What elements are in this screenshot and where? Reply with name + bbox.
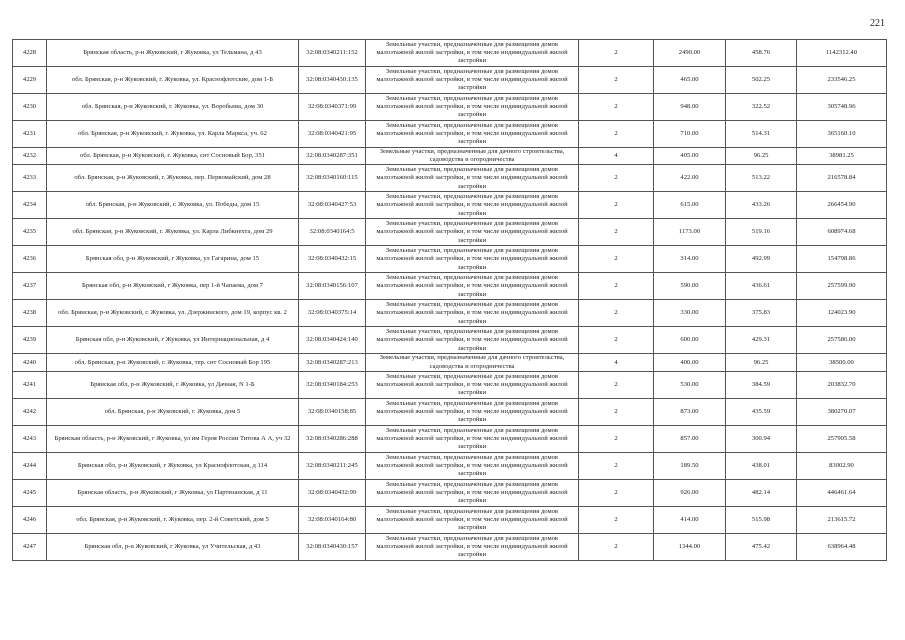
land-use-cell: Земельные участки, предназначенные для размещения домов малоэтажной жилой застройки, в том числе индивидуальной жилой застройки	[366, 94, 579, 121]
cadastral-number-cell: 32:08:0340430:135	[299, 67, 366, 94]
land-use-cell: Земельные участки, предназначенные для размещения домов малоэтажной жилой застройки, в том числе индивидуальной жилой застройки	[366, 246, 579, 273]
cadastral-number-cell: 32:08:0340427:53	[299, 192, 366, 219]
area-cell: 600.00	[654, 327, 726, 354]
cadastral-value-cell: 305748.96	[797, 94, 887, 121]
specific-value-cell: 96.25	[726, 354, 797, 371]
specific-value-cell: 502.25	[726, 67, 797, 94]
address-cell: Брянская обл, р-н Жуковский, г Жуковка, пер 1-й Чапаева, дом 7	[47, 273, 299, 300]
land-use-cell: Земельные участки, предназначенные для дачного строительства, садоводства и огородничества	[366, 148, 579, 165]
area-cell: 1173.00	[654, 219, 726, 246]
specific-value-cell: 429.31	[726, 327, 797, 354]
land-use-cell: Земельные участки, предназначенные для размещения домов малоэтажной жилой застройки, в том числе индивидуальной жилой застройки	[366, 300, 579, 327]
specific-value-cell: 519.16	[726, 219, 797, 246]
table-row	[13, 479, 887, 506]
cadastral-value-cell: 257599.90	[797, 273, 887, 300]
row-number: 4244	[13, 452, 47, 479]
area-cell: 189.50	[654, 452, 726, 479]
area-cell: 530.00	[654, 371, 726, 398]
table-row	[13, 121, 887, 148]
land-use-cell: Земельные участки, предназначенные для дачного строительства, садоводства и огородничества	[366, 354, 579, 371]
address-cell: Брянская обл, р-н Жуковский, г Жуковка, ул Дачная, N 1-Б	[47, 371, 299, 398]
cadastral-value-cell: 365160.10	[797, 121, 887, 148]
cadastral-value-cell: 124023.90	[797, 300, 887, 327]
group-cell: 2	[579, 192, 654, 219]
cadastral-value-cell: 83002.90	[797, 452, 887, 479]
cadastral-number-cell: 32:08:0340371:99	[299, 94, 366, 121]
address-cell: Брянская область, р-н Жуковский, г Жуковка, ул Партизанская, д 11	[47, 479, 299, 506]
cadastral-number-cell: 32:08:0340164:5	[299, 219, 366, 246]
row-number: 4229	[13, 67, 47, 94]
cadastral-value-cell: 38500.00	[797, 354, 887, 371]
area-cell: 422.00	[654, 165, 726, 192]
specific-value-cell: 384.59	[726, 371, 797, 398]
area-cell: 948.00	[654, 94, 726, 121]
land-use-cell: Земельные участки, предназначенные для размещения домов малоэтажной жилой застройки, в том числе индивидуальной жилой застройки	[366, 121, 579, 148]
cadastral-number-cell: 32:08:0340430:157	[299, 533, 366, 560]
area-cell: 414.00	[654, 506, 726, 533]
land-use-cell: Земельные участки, предназначенные для размещения домов малоэтажной жилой застройки, в том числе индивидуальной жилой застройки	[366, 398, 579, 425]
land-use-cell: Земельные участки, предназначенные для размещения домов малоэтажной жилой застройки, в том числе индивидуальной жилой застройки	[366, 67, 579, 94]
cadastral-value-cell: 608974.68	[797, 219, 887, 246]
cadastral-number-cell: 32:08:0340158:85	[299, 398, 366, 425]
group-cell: 2	[579, 67, 654, 94]
cadastral-value-cell: 233546.25	[797, 67, 887, 94]
specific-value-cell: 435.59	[726, 398, 797, 425]
row-number: 4236	[13, 246, 47, 273]
cadastral-number-cell: 32:08:0340156:107	[299, 273, 366, 300]
table-row	[13, 273, 887, 300]
specific-value-cell: 300.94	[726, 425, 797, 452]
page-number: 221	[870, 18, 885, 29]
row-number: 4245	[13, 479, 47, 506]
specific-value-cell: 492.99	[726, 246, 797, 273]
area-cell: 1344.00	[654, 533, 726, 560]
specific-value-cell: 438.01	[726, 452, 797, 479]
area-cell: 615.00	[654, 192, 726, 219]
area-cell: 710.00	[654, 121, 726, 148]
address-cell: Брянская обл, р-н Жуковский, г Жуковка, ул Учительская, д 43	[47, 533, 299, 560]
table-row	[13, 371, 887, 398]
land-use-cell: Земельные участки, предназначенные для размещения домов малоэтажной жилой застройки, в том числе индивидуальной жилой застройки	[366, 533, 579, 560]
land-use-cell: Земельные участки, предназначенные для размещения домов малоэтажной жилой застройки, в том числе индивидуальной жилой застройки	[366, 327, 579, 354]
row-number: 4238	[13, 300, 47, 327]
group-cell: 2	[579, 425, 654, 452]
group-cell: 4	[579, 148, 654, 165]
address-cell: обл. Брянская, р-н Жуковский, г. Жуковка, ул. Карла Либкнехта, дом 29	[47, 219, 299, 246]
specific-value-cell: 375.83	[726, 300, 797, 327]
table-row	[13, 192, 887, 219]
area-cell: 857.00	[654, 425, 726, 452]
row-number: 4228	[13, 40, 47, 67]
cadastral-number-cell: 32:08:0340421:95	[299, 121, 366, 148]
group-cell: 2	[579, 94, 654, 121]
row-number: 4242	[13, 398, 47, 425]
specific-value-cell: 436.61	[726, 273, 797, 300]
address-cell: обл. Брянская, р-н Жуковский, г. Жуковка, ул. Краснофлотские, дом 1-Б	[47, 67, 299, 94]
cadastral-number-cell: 32:08:0340424:140	[299, 327, 366, 354]
land-use-cell: Земельные участки, предназначенные для размещения домов малоэтажной жилой застройки, в том числе индивидуальной жилой застройки	[366, 219, 579, 246]
cadastral-value-cell: 203832.70	[797, 371, 887, 398]
table-row	[13, 300, 887, 327]
cadastral-value-cell: 638964.48	[797, 533, 887, 560]
specific-value-cell: 515.98	[726, 506, 797, 533]
row-number: 4232	[13, 148, 47, 165]
specific-value-cell: 513.22	[726, 165, 797, 192]
land-use-cell: Земельные участки, предназначенные для размещения домов малоэтажной жилой застройки, в том числе индивидуальной жилой застройки	[366, 40, 579, 67]
group-cell: 2	[579, 452, 654, 479]
cadastral-number-cell: 32:08:0340287:213	[299, 354, 366, 371]
row-number: 4246	[13, 506, 47, 533]
row-number: 4243	[13, 425, 47, 452]
area-cell: 465.00	[654, 67, 726, 94]
cadastral-number-cell: 32:08:0340211:245	[299, 452, 366, 479]
specific-value-cell: 433.26	[726, 192, 797, 219]
address-cell: обл. Брянская, р-н Жуковский, г. Жуковка, пер. Первомайский, дом 28	[47, 165, 299, 192]
specific-value-cell: 322.52	[726, 94, 797, 121]
row-number: 4237	[13, 273, 47, 300]
table-row	[13, 94, 887, 121]
land-use-cell: Земельные участки, предназначенные для размещения домов малоэтажной жилой застройки, в том числе индивидуальной жилой застройки	[366, 273, 579, 300]
address-cell: Брянская обл, р-н Жуковский, г Жуковка, ул Гагарина, дом 15	[47, 246, 299, 273]
row-number: 4247	[13, 533, 47, 560]
group-cell: 2	[579, 479, 654, 506]
cadastral-number-cell: 32:08:0340211:152	[299, 40, 366, 67]
address-cell: обл. Брянская, р-н Жуковский, г. Жуковка, пер. 2-й Советский, дом 5	[47, 506, 299, 533]
cadastral-number-cell: 32:08:0340160:115	[299, 165, 366, 192]
address-cell: обл. Брянская, р-н Жуковский, г. Жуковка, ул. Карла Маркса, уч. 62	[47, 121, 299, 148]
cadastral-value-cell: 154798.86	[797, 246, 887, 273]
cadastral-value-cell: 216578.84	[797, 165, 887, 192]
table-row	[13, 219, 887, 246]
land-use-cell: Земельные участки, предназначенные для размещения домов малоэтажной жилой застройки, в том числе индивидуальной жилой застройки	[366, 165, 579, 192]
row-number: 4239	[13, 327, 47, 354]
table-row	[13, 452, 887, 479]
cadastral-value-cell: 257905.58	[797, 425, 887, 452]
group-cell: 2	[579, 246, 654, 273]
land-use-cell: Земельные участки, предназначенные для размещения домов малоэтажной жилой застройки, в том числе индивидуальной жилой застройки	[366, 479, 579, 506]
land-use-cell: Земельные участки, предназначенные для размещения домов малоэтажной жилой застройки, в том числе индивидуальной жилой застройки	[366, 371, 579, 398]
cadastral-value-cell: 1142312.40	[797, 40, 887, 67]
specific-value-cell: 475.42	[726, 533, 797, 560]
table-row	[13, 165, 887, 192]
group-cell: 2	[579, 40, 654, 67]
table-row	[13, 67, 887, 94]
cadastral-number-cell: 32:08:0340286:288	[299, 425, 366, 452]
group-cell: 2	[579, 327, 654, 354]
area-cell: 926.00	[654, 479, 726, 506]
row-number: 4231	[13, 121, 47, 148]
group-cell: 2	[579, 219, 654, 246]
specific-value-cell: 96.25	[726, 148, 797, 165]
row-number: 4241	[13, 371, 47, 398]
cadastral-number-cell: 32:08:0340287:351	[299, 148, 366, 165]
address-cell: обл. Брянская, р-н Жуковский, г. Жуковка, дом 5	[47, 398, 299, 425]
address-cell: обл. Брянская, р-н Жуковский, г. Жуковка, тер. снт Сосновый Бор 195	[47, 354, 299, 371]
area-cell: 873.00	[654, 398, 726, 425]
cadastral-value-cell: 213615.72	[797, 506, 887, 533]
cadastral-value-cell: 38981.25	[797, 148, 887, 165]
address-cell: обл. Брянская, р-н Жуковский, г. Жуковка, ул. Дзержинского, дом 19, корпус кв. 2	[47, 300, 299, 327]
group-cell: 2	[579, 506, 654, 533]
cadastral-value-cell: 380270.07	[797, 398, 887, 425]
group-cell: 4	[579, 354, 654, 371]
area-cell: 314.00	[654, 246, 726, 273]
table-row	[13, 533, 887, 560]
area-cell: 2490.00	[654, 40, 726, 67]
cadastral-value-cell: 446461.64	[797, 479, 887, 506]
land-use-cell: Земельные участки, предназначенные для размещения домов малоэтажной жилой застройки, в том числе индивидуальной жилой застройки	[366, 425, 579, 452]
address-cell: обл. Брянская, р-н Жуковский, г. Жуковка, ул. Воробьева, дом 30	[47, 94, 299, 121]
row-number: 4230	[13, 94, 47, 121]
area-cell: 400.00	[654, 354, 726, 371]
cadastral-number-cell: 32:08:0340375:14	[299, 300, 366, 327]
address-cell: обл. Брянская, р-н Жуковский, г. Жуковка, ул. Победы, дом 15	[47, 192, 299, 219]
table-row	[13, 506, 887, 533]
group-cell: 2	[579, 165, 654, 192]
group-cell: 2	[579, 398, 654, 425]
address-cell: Брянская область, р-н Жуковский, г Жуковка, ул Тельмана, д 43	[47, 40, 299, 67]
row-number: 4234	[13, 192, 47, 219]
group-cell: 2	[579, 121, 654, 148]
land-use-cell: Земельные участки, предназначенные для размещения домов малоэтажной жилой застройки, в том числе индивидуальной жилой застройки	[366, 452, 579, 479]
specific-value-cell: 458.76	[726, 40, 797, 67]
group-cell: 2	[579, 273, 654, 300]
land-use-cell: Земельные участки, предназначенные для размещения домов малоэтажной жилой застройки, в том числе индивидуальной жилой застройки	[366, 192, 579, 219]
land-use-cell: Земельные участки, предназначенные для размещения домов малоэтажной жилой застройки, в том числе индивидуальной жилой застройки	[366, 506, 579, 533]
address-cell: Брянская обл, р-н Жуковский, г Жуковка, ул Краснофлотская, д 114	[47, 452, 299, 479]
cadastral-number-cell: 32:08:0340432:15	[299, 246, 366, 273]
cadastral-number-cell: 32:08:0340184:253	[299, 371, 366, 398]
table-row	[13, 425, 887, 452]
cadastral-value-cell: 266454.90	[797, 192, 887, 219]
cadastral-number-cell: 32:08:0340432:99	[299, 479, 366, 506]
group-cell: 2	[579, 533, 654, 560]
specific-value-cell: 482.14	[726, 479, 797, 506]
group-cell: 2	[579, 371, 654, 398]
table-row	[13, 327, 887, 354]
address-cell: Брянская обл, р-н Жуковский, г Жуковка, ул Интернациональная, д 4	[47, 327, 299, 354]
table-row	[13, 246, 887, 273]
specific-value-cell: 514.31	[726, 121, 797, 148]
area-cell: 590.00	[654, 273, 726, 300]
address-cell: обл. Брянская, р-н Жуковский, г. Жуковка, снт Сосновый Бор, 351	[47, 148, 299, 165]
row-number: 4233	[13, 165, 47, 192]
area-cell: 405.00	[654, 148, 726, 165]
cadastral-number-cell: 32:08:0340164:80	[299, 506, 366, 533]
table-row	[13, 354, 887, 371]
cadastral-value-cell: 257586.00	[797, 327, 887, 354]
land-plot-table	[12, 39, 887, 561]
table-row	[13, 148, 887, 165]
table-row	[13, 398, 887, 425]
address-cell: Брянская область, р-н Жуковский, г Жуковка, ул им Героя России Титова А А, уч 32	[47, 425, 299, 452]
area-cell: 330.00	[654, 300, 726, 327]
group-cell: 2	[579, 300, 654, 327]
table-row	[13, 40, 887, 67]
row-number: 4240	[13, 354, 47, 371]
row-number: 4235	[13, 219, 47, 246]
